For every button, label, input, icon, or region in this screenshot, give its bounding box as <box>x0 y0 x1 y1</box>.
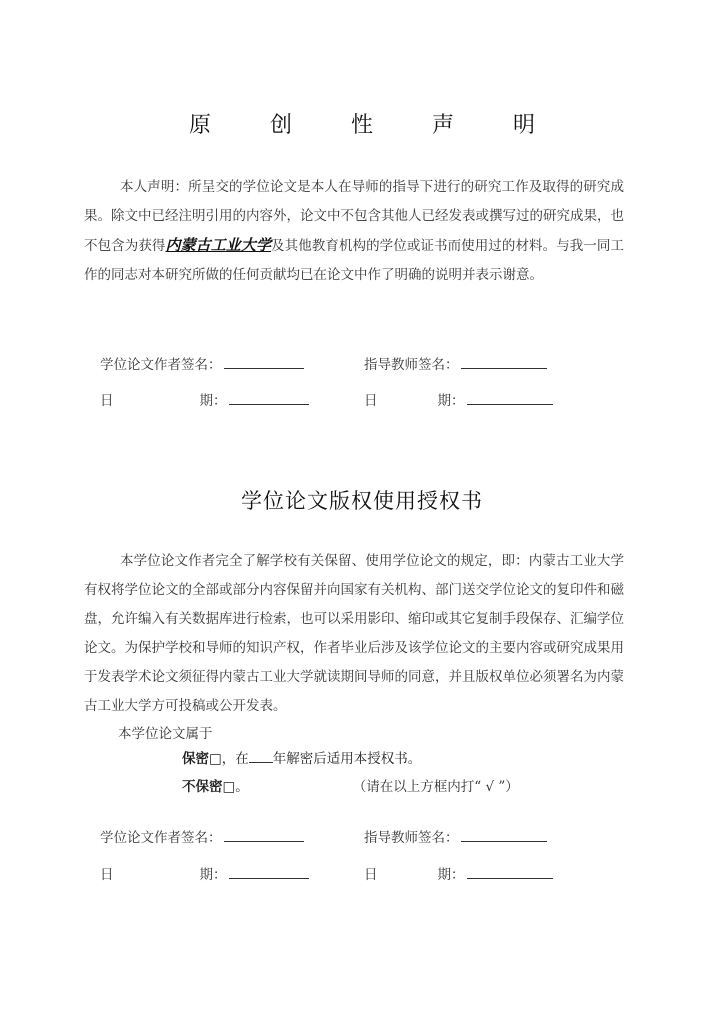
declaration-text-after: 及其他教育机构的学位或证书而使用过的材料。与我一同工作的同志对本研究所做的任何贡献均已在论文中作了明确的说明并表示谢意。 <box>84 238 625 283</box>
author-date-2 <box>100 863 309 883</box>
advisor-signature-label: 指导教师签名： <box>364 357 459 373</box>
option-nonsecret <box>182 775 519 795</box>
advisor-date-field[interactable] <box>467 864 553 879</box>
date-label-right: 期： <box>199 867 227 883</box>
advisor-date-field[interactable] <box>467 390 553 405</box>
secret-text-b: 年解密后适用本授权书。 <box>272 751 422 767</box>
advisor-date-2 <box>364 863 553 883</box>
author-signature-label: 学位论文作者签名： <box>100 830 222 846</box>
date-label-left: 日 <box>100 393 114 409</box>
copyright-authorization-title: 学位论文版权使用授权书 <box>241 489 483 513</box>
copyright-authorization-paragraph: 本学位论文作者完全了解学校有关保留、使用学位论文的规定，即：内蒙古工业大学有权将学位论文的全部或部分内容保留并向国家有关机构、部门送交学位论文的复印件和磁盘，允许编入有关数据库进行检索，也可以采用影印、缩印或其它复制手段保存、汇编学位论文。为保护学校和导师的知识产权，作者毕业后涉及该学位论文的主要内容或研究成果用于发表学术论文须征得内蒙古工业大学就读期间导师的同意，并且版权单位必须署名为内蒙古工业大学方可投稿或公开发表。 <box>84 553 624 714</box>
date-label-left: 日 <box>364 867 378 883</box>
option-secret <box>182 747 421 767</box>
decrypt-year-field[interactable] <box>249 750 273 763</box>
date-row-2 <box>100 863 580 883</box>
signature-row-2 <box>100 826 580 846</box>
date-label-right: 期： <box>437 393 465 409</box>
secret-text-a: ，在 <box>221 751 249 767</box>
signature-row-1 <box>100 353 580 373</box>
date-label-right: 期： <box>199 393 227 409</box>
advisor-signature-label: 指导教师签名： <box>364 830 459 846</box>
advisor-signature-field[interactable] <box>461 827 547 842</box>
author-signature-label: 学位论文作者签名： <box>100 357 222 373</box>
author-signature-field[interactable] <box>224 827 304 842</box>
originality-declaration-title: 原 创 性 声 明 <box>189 113 561 138</box>
advisor-signature-field[interactable] <box>461 354 547 369</box>
advisor-signature-2 <box>364 826 547 846</box>
author-date-field[interactable] <box>229 864 309 879</box>
date-label-left: 日 <box>100 867 114 883</box>
checkmark-note: （请在以上方框内打“ √ ”） <box>352 779 519 795</box>
nonsecret-text: 。 <box>235 779 249 795</box>
declaration-text-before: 本人声明：所呈交的学位论文是本人在导师的指导下进行的研究工作及取得的研究成果。除文中已经注明引用的内容外，论文中不包含其他人已经发表或撰写过的研究成果，也不包含为获得 <box>84 179 624 254</box>
author-signature <box>100 353 304 373</box>
author-date <box>100 389 309 409</box>
author-date-field[interactable] <box>229 390 309 405</box>
belongs-label: 本学位论文属于 <box>118 726 213 742</box>
university-name: 内蒙古工业大学 <box>165 236 272 254</box>
date-label-left: 日 <box>364 393 378 409</box>
secret-checkbox[interactable]: 保密□ <box>182 751 222 767</box>
originality-declaration-paragraph <box>84 173 624 290</box>
advisor-signature <box>364 353 547 373</box>
date-label-right: 期： <box>437 867 465 883</box>
date-row-1 <box>100 389 580 409</box>
advisor-date <box>364 389 553 409</box>
author-signature-field[interactable] <box>224 354 304 369</box>
nonsecret-checkbox[interactable]: 不保密□ <box>182 779 236 795</box>
author-signature-2 <box>100 826 304 846</box>
